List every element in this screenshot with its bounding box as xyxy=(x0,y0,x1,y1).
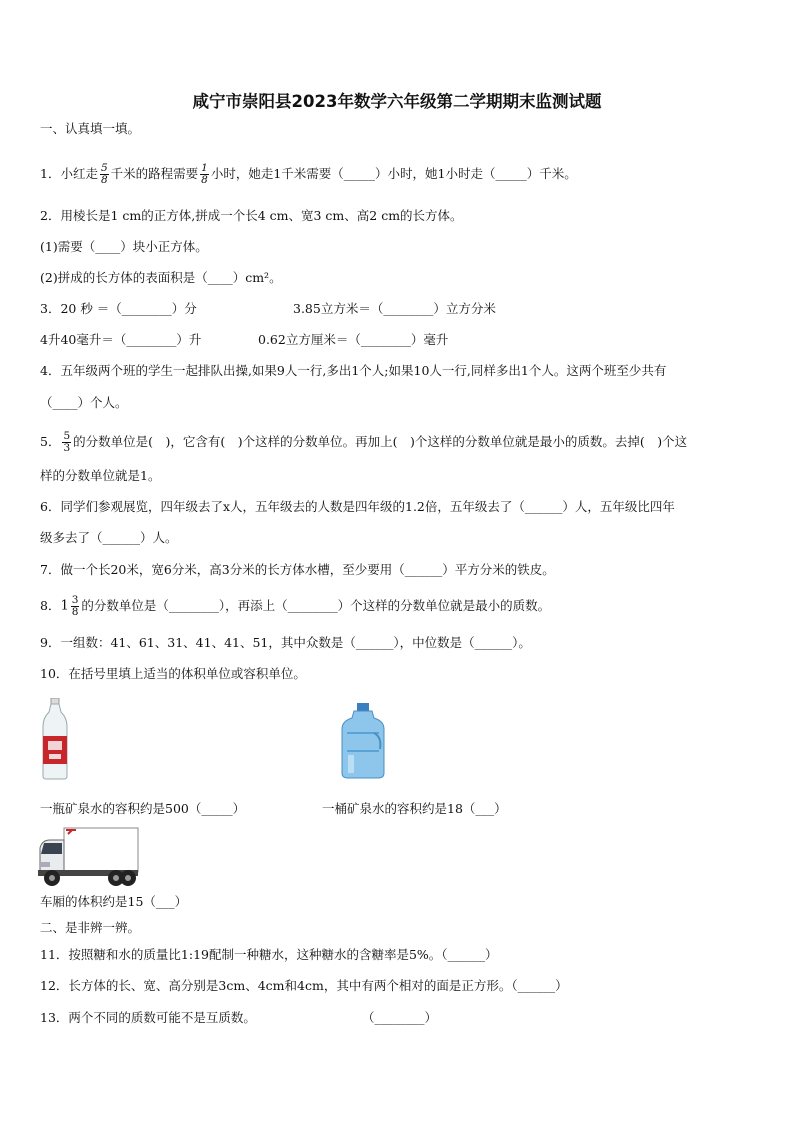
question-5-cont: 样的分数单位就是1。 xyxy=(40,468,161,483)
section-heading-fill: 一、认真填一填。 xyxy=(40,121,141,136)
q10-truck-caption: 车厢的体积约是15（___） xyxy=(40,894,188,909)
q8-mixed-integer: 1 xyxy=(60,598,69,614)
q8-number: 8． xyxy=(40,598,61,613)
question-6-cont: 级多去了（______）人。 xyxy=(40,530,178,545)
question-3-a: 3．20 秒 ＝（________）分 xyxy=(40,301,197,316)
q1-fraction-1: $\frac{5}{8}$ xyxy=(100,162,108,186)
truck-image xyxy=(36,826,140,888)
question-13: 13．两个不同的质数可能不是互质数。 xyxy=(40,1010,256,1025)
q8-text: 的分数单位是（________），再添上（________）个这样的分数单位就是最小的质数。 xyxy=(81,598,551,613)
q8-fraction: $\frac{3}{8}$ xyxy=(71,594,79,618)
question-10: 10．在括号里填上适当的体积单位或容积单位。 xyxy=(40,666,306,681)
q5-text: 的分数单位是( )，它含有( )个这样的分数单位。再加上( )个这样的分数单位就是最小的质数。去掉( )个这 xyxy=(73,434,688,449)
question-12: 12．长方体的长、宽、高分别是3cm、4cm和4cm，其中有两个相对的面是正方形。（______） xyxy=(40,978,568,993)
question-3-b: 3.85立方米＝（________）立方分米 xyxy=(293,301,496,316)
question-8 xyxy=(40,595,550,618)
question-13-blank: （________） xyxy=(362,1010,438,1025)
question-3-d: 0.62立方厘米＝（________）毫升 xyxy=(258,332,449,347)
question-2-part-2: (2)拼成的长方体的表面积是（____）cm²。 xyxy=(40,270,282,285)
question-7: 7．做一个长20米，宽6分米，高3分米的长方体水槽，至少要用（______）平方分米的铁皮。 xyxy=(40,562,555,577)
page-title: 咸宁市崇阳县2023年数学六年级第二学期期末监测试题 xyxy=(192,92,602,111)
question-9: 9．一组数：41、61、31、41、41、51，其中众数是（______），中位数是（______）。 xyxy=(40,635,531,650)
q10-barrel-caption: 一桶矿泉水的容积约是18（___） xyxy=(322,801,507,816)
question-1 xyxy=(40,163,577,186)
q5-number: 5． xyxy=(40,434,61,449)
question-5 xyxy=(40,431,687,454)
question-2: 2．用棱长是1 cm的正方体,拼成一个长4 cm、宽3 cm、高2 cm的长方体。 xyxy=(40,208,463,223)
question-3-c: 4升40毫升＝（________）升 xyxy=(40,332,202,347)
question-11: 11．按照糖和水的质量比1:19配制一种糖水，这种糖水的含糖率是5%。（______） xyxy=(40,947,498,962)
q1-text-b: 千米的路程需要 xyxy=(110,166,199,181)
q1-text-c: 小时，她走1千米需要（_____）小时，她1小时走（_____）千米。 xyxy=(210,166,577,181)
q5-fraction: $\frac{5}{3}$ xyxy=(63,430,71,454)
question-4: 4．五年级两个班的学生一起排队出操,如果9人一行,多出1个人;如果10人一行,同样多出1个人。这两个班至少共有 xyxy=(40,363,667,378)
question-2-part-1: (1)需要（____）块小正方体。 xyxy=(40,239,208,254)
q1-fraction-2: $\frac{1}{8}$ xyxy=(201,162,208,186)
question-6: 6．同学们参观展览，四年级去了x人，五年级去的人数是四年级的1.2倍，五年级去了（______）人，五年级比四年 xyxy=(40,499,675,514)
question-4-cont: （____）个人。 xyxy=(40,395,128,410)
water-barrel-image xyxy=(340,703,386,779)
section-heading-judge: 二、是非辨一辨。 xyxy=(40,920,141,935)
q10-bottle-caption: 一瓶矿泉水的容积约是500（_____） xyxy=(40,801,246,816)
water-bottle-image xyxy=(40,698,70,780)
q1-text-a: 1．小红走 xyxy=(40,166,98,181)
